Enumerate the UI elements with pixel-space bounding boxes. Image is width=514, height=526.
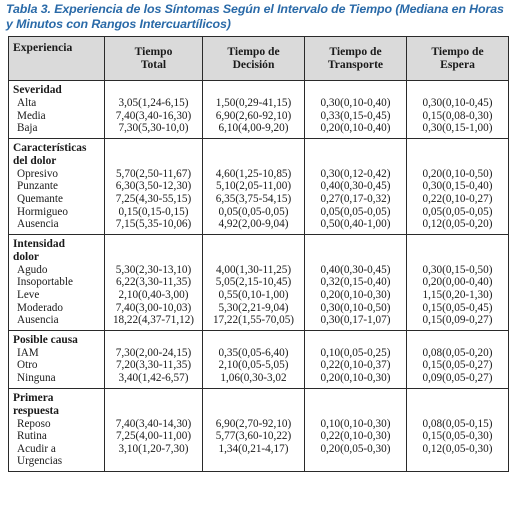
section-values-total [105,330,203,388]
title-spacer [105,331,202,347]
cell-value: 2,10(0,40-3,00) [118,288,189,301]
header-line: Decisión [232,57,275,71]
row-label: Ninguna [17,371,56,384]
cell-value: 5,30(2,21-9,04) [218,301,289,314]
header-tiempo-total [105,37,203,81]
row-label: Hormigueo [17,205,68,218]
cell-value: 0,20(0,05-0,30) [320,442,391,455]
cell-value: 0,05(0,05-0,05) [422,205,493,218]
section-values-decision [203,234,305,330]
section-values-transporte [305,81,407,139]
cell-value: 0,15(0,15-0,15) [118,205,189,218]
cell-value: 0,15(0,08-0,30) [422,109,493,122]
title-spacer [105,235,202,264]
cell-value: 0,09(0,05-0,27) [422,371,493,384]
cell-value: 7,25(4,00-11,00) [115,430,192,443]
title-spacer [407,389,508,418]
cell-value: 1,34(0,21-4,17) [218,442,289,455]
cell-value: 0,20(0,00-0,40) [422,276,493,289]
table-section-row [9,234,509,330]
title-spacer [407,139,508,168]
cell-value: 0,10(0,10-0,30) [320,417,391,430]
cell-value: 0,08(0,05-0,20) [422,346,493,359]
header-tiempo-espera [407,37,509,81]
cell-value: 0,30(0,10-0,40) [320,97,391,109]
cell-value: 0,30(0,12-0,42) [320,167,391,180]
cell-value: 0,15(0,05-0,30) [422,430,493,443]
section-labels-cell [9,81,105,139]
title-spacer [305,139,406,168]
cell-value: 7,40(3,40-14,30) [115,417,192,430]
title-spacer [203,331,304,347]
cell-value: 0,35(0,05-6,40) [218,346,289,359]
title-spacer [305,235,406,264]
section-title: Intensidad [13,237,65,250]
table-section-row [9,388,509,471]
cell-value: 6,90(2,60-92,10) [215,109,292,122]
section-values-decision [203,81,305,139]
row-label: Opresivo [17,167,59,180]
row-label: Urgencias [17,455,63,468]
cell-value: 0,22(0,10-0,27) [422,192,493,205]
cell-value: 7,30(5,30-10,0) [118,122,189,135]
cell-value: 1,50(0,29-41,15) [215,97,292,109]
cell-value: 6,90(2,70-92,10) [215,417,292,430]
cell-value: 0,20(0,10-0,40) [320,122,391,135]
cell-value: 0,05(0,05-0,05) [218,205,289,218]
row-label: Moderado [17,301,63,314]
header-line: Tiempo de [329,44,382,58]
header-tiempo-transporte [305,37,407,81]
cell-value: 1,06(0,30-3,02 [220,371,287,384]
cell-value: 6,30(3,50-12,30) [115,180,192,193]
table-caption: Tabla 3. Experiencia de los Síntomas Según el Intervalo de Tiempo (Mediana en Horas y Minutos con Rangos Intercuartílicos) [6,2,504,31]
section-values-transporte [305,388,407,471]
row-label: Alta [17,97,37,109]
cell-value: 2,10(0,05-5,05) [218,359,289,372]
cell-value: 0,30(0,17-1,07) [320,314,391,327]
section-values-total [105,138,203,234]
section-labels-cell [9,234,105,330]
row-label: Rutina [17,430,47,443]
cell-value: 5,70(2,50-11,67) [115,167,192,180]
cell-value: 7,40(3,40-16,30) [115,109,192,122]
cell-value: 0,20(0,10-0,50) [422,167,493,180]
row-label: Reposo [17,417,51,430]
cell-value: 0,30(0,15-0,50) [422,263,493,276]
header-line: Tiempo de [227,44,280,58]
section-values-transporte [305,138,407,234]
title-spacer [407,81,508,97]
cell-value: 0,30(0,15-1,00) [422,122,493,135]
cell-value: 6,22(3,30-11,35) [115,276,192,289]
title-spacer [203,81,304,97]
cell-value: 0,20(0,10-0,30) [320,288,391,301]
cell-value: 7,20(3,30-11,35) [115,359,192,372]
cell-value: 0,15(0,05-0,45) [422,301,493,314]
cell-value: 0,20(0,10-0,30) [320,371,391,384]
header-row [9,37,509,81]
cell-value: 0,08(0,05-0,15) [422,417,493,430]
cell-value: 6,35(3,75-54,15) [215,192,292,205]
section-values-transporte [305,330,407,388]
table-section-row [9,81,509,139]
section-values-espera [407,330,509,388]
section-values-espera [407,81,509,139]
cell-value: 3,10(1,20-7,30) [118,442,189,455]
header-line: Tiempo [134,44,173,58]
section-title: dolor [13,250,39,263]
cell-value: 7,40(3,00-10,03) [115,301,192,314]
row-label: Agudo [17,263,48,276]
table-section-row [9,138,509,234]
cell-value: 0,30(0,10-0,50) [320,301,391,314]
table-body [9,81,509,472]
cell-value: 0,12(0,05-0,20) [422,218,493,231]
title-spacer [105,81,202,97]
section-values-decision [203,138,305,234]
title-spacer [203,139,304,168]
section-values-espera [407,388,509,471]
cell-value: 0,27(0,17-0,32) [320,192,391,205]
row-label: Otro [17,359,38,372]
table-section-row [9,330,509,388]
cell-value: 0,32(0,15-0,40) [320,276,391,289]
header-line: Espera [440,57,475,71]
row-label: Baja [17,122,38,135]
cell-value: 18,22(4,37-71,12) [112,314,195,327]
table-header [9,37,509,81]
row-label: Acudir a [17,442,56,455]
section-title: Primera [13,391,54,404]
cell-value: 5,30(2,30-13,10) [115,263,192,276]
section-title: Características [13,141,87,154]
cell-value: 5,77(3,60-10,22) [215,430,292,443]
cell-value: 0,22(0,10-0,37) [320,359,391,372]
title-spacer [305,389,406,418]
title-spacer [407,235,508,264]
section-title: Severidad [13,84,62,96]
header-line: Transporte [327,57,384,71]
section-values-decision [203,388,305,471]
cell-value: 5,10(2,05-11,00) [215,180,292,193]
section-values-total [105,81,203,139]
cell-value: 0,22(0,10-0,30) [320,430,391,443]
cell-value: 0,15(0,09-0,27) [422,314,493,327]
section-values-total [105,388,203,471]
header-experiencia: Experiencia [9,37,105,81]
section-values-espera [407,138,509,234]
cell-value: 0,30(0,10-0,45) [422,97,493,109]
cell-value: 3,40(1,42-6,57) [118,371,189,384]
cell-value: 0,50(0,40-1,00) [320,218,391,231]
cell-value: 4,00(1,30-11,25) [215,263,292,276]
cell-value: 17,22(1,55-70,05) [212,314,295,327]
cell-value: 0,55(0,10-1,00) [218,288,289,301]
row-label: Ausencia [17,218,59,231]
section-title: del dolor [13,154,57,167]
section-values-espera [407,234,509,330]
title-spacer [305,331,406,347]
row-label: IAM [17,346,39,359]
cell-value: 0,15(0,05-0,27) [422,359,493,372]
section-labels-cell [9,388,105,471]
cell-value: 6,10(4,00-9,20) [218,122,289,135]
title-spacer [203,235,304,264]
section-values-decision [203,330,305,388]
header-tiempo-decision [203,37,305,81]
header-line: Tiempo de [431,44,484,58]
row-label: Ausencia [17,314,59,327]
symptom-time-table [8,36,509,472]
title-spacer [305,81,406,97]
cell-value: 7,15(5,35-10,06) [115,218,192,231]
cell-value: 0,10(0,05-0,25) [320,346,391,359]
cell-value: 7,25(4,30-55,15) [115,192,192,205]
title-spacer [407,331,508,347]
cell-value: 4,60(1,25-10,85) [215,167,292,180]
cell-value: 0,30(0,15-0,40) [422,180,493,193]
row-label: Insoportable [17,276,73,289]
cell-value: 0,12(0,05-0,30) [422,442,493,455]
title-spacer [203,389,304,418]
cell-value: 5,05(2,15-10,45) [215,276,292,289]
cell-value: 1,15(0,20-1,30) [422,288,493,301]
title-spacer [105,139,202,168]
cell-value: 0,33(0,15-0,45) [320,109,391,122]
row-label: Quemante [17,192,63,205]
section-values-total [105,234,203,330]
cell-spacer [203,455,304,468]
cell-spacer [305,455,406,468]
cell-spacer [105,455,202,468]
cell-value: 0,40(0,30-0,45) [320,180,391,193]
row-label: Leve [17,288,40,301]
section-title: respuesta [13,404,59,417]
cell-value: 3,05(1,24-6,15) [118,97,189,109]
row-label: Punzante [17,180,59,193]
cell-spacer [407,455,508,468]
row-label: Media [17,109,46,122]
cell-value: 0,40(0,30-0,45) [320,263,391,276]
section-labels-cell [9,330,105,388]
cell-value: 7,30(2,00-24,15) [115,346,192,359]
title-spacer [105,389,202,418]
section-values-transporte [305,234,407,330]
section-labels-cell [9,138,105,234]
section-title: Posible causa [13,333,78,346]
cell-value: 4,92(2,00-9,04) [218,218,289,231]
header-line: Total [140,57,167,71]
cell-value: 0,05(0,05-0,05) [320,205,391,218]
